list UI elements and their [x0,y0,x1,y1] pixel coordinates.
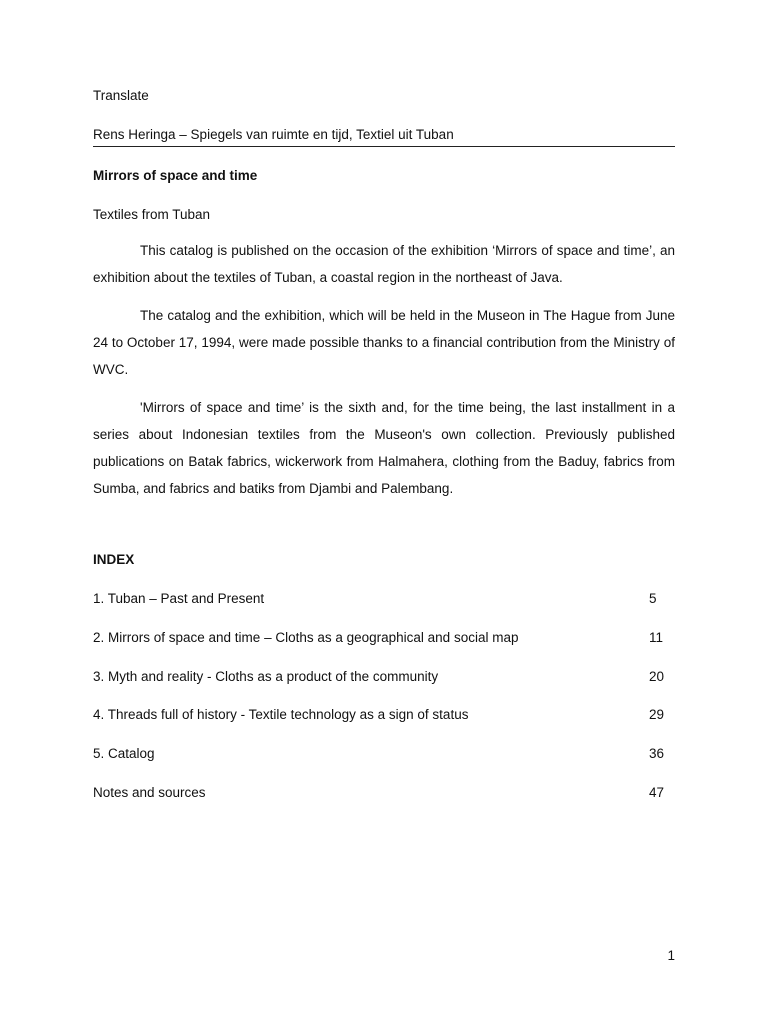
index-entry-page: 36 [649,746,665,762]
index-entry-page: 47 [649,784,665,800]
index-entry-page: 11 [649,629,664,645]
document-subtitle: Textiles from Tuban [93,207,211,222]
index-heading: INDEX [93,552,135,567]
document-title: Mirrors of space and time [93,168,258,183]
intro-paragraph-3: 'Mirrors of space and time’ is the sixth and, for the time being, the last installment in a series about Indonesian textiles from the Museon's own collection. Previously published publications on Batak fabrics, wickerwork from Halmahera, clothing from the Baduy, fabrics from Sumba, and fabrics and batiks from Djambi and Palembang. [93,400,675,496]
index-entry [93,589,675,609]
intro-paragraph-1: This catalog is published on the occasion of the exhibition ‘Mirrors of space and time’, an exhibition about the textiles of Tuban, a coastal region in the northeast of Java. [93,243,675,285]
index-entry-title: 2. Mirrors of space and time – Cloths as a geographical and social map [93,629,519,645]
index-list [93,589,675,803]
index-entry [93,744,675,764]
index-entry-title: Notes and sources [93,784,206,800]
index-entry-title: 4. Threads full of history - Textile technology as a sign of status [93,707,469,723]
index-entry-title: 3. Myth and reality - Cloths as a product of the community [93,668,439,684]
index-entry-page: 5 [649,591,657,606]
index-entry [93,628,675,648]
index-entry-title: 5. Catalog [93,746,155,762]
index-entry [93,667,675,687]
intro-paragraph-2: The catalog and the exhibition, which will be held in the Museon in The Hague from June 24 to October 17, 1994, were made possible thanks to a financial contribution from the Ministry of WVC. [93,308,675,377]
index-entry-page: 29 [649,707,665,723]
page-number: 1 [667,948,675,963]
index-entry [93,705,675,725]
source-header-line: Rens Heringa – Spiegels van ruimte en tijd, Textiel uit Tuban [93,125,675,147]
document-content [93,86,675,822]
index-entry [93,783,675,803]
translate-label: Translate [93,88,149,103]
index-entry-page: 20 [649,668,665,684]
index-entry-title: 1. Tuban – Past and Present [93,591,265,606]
